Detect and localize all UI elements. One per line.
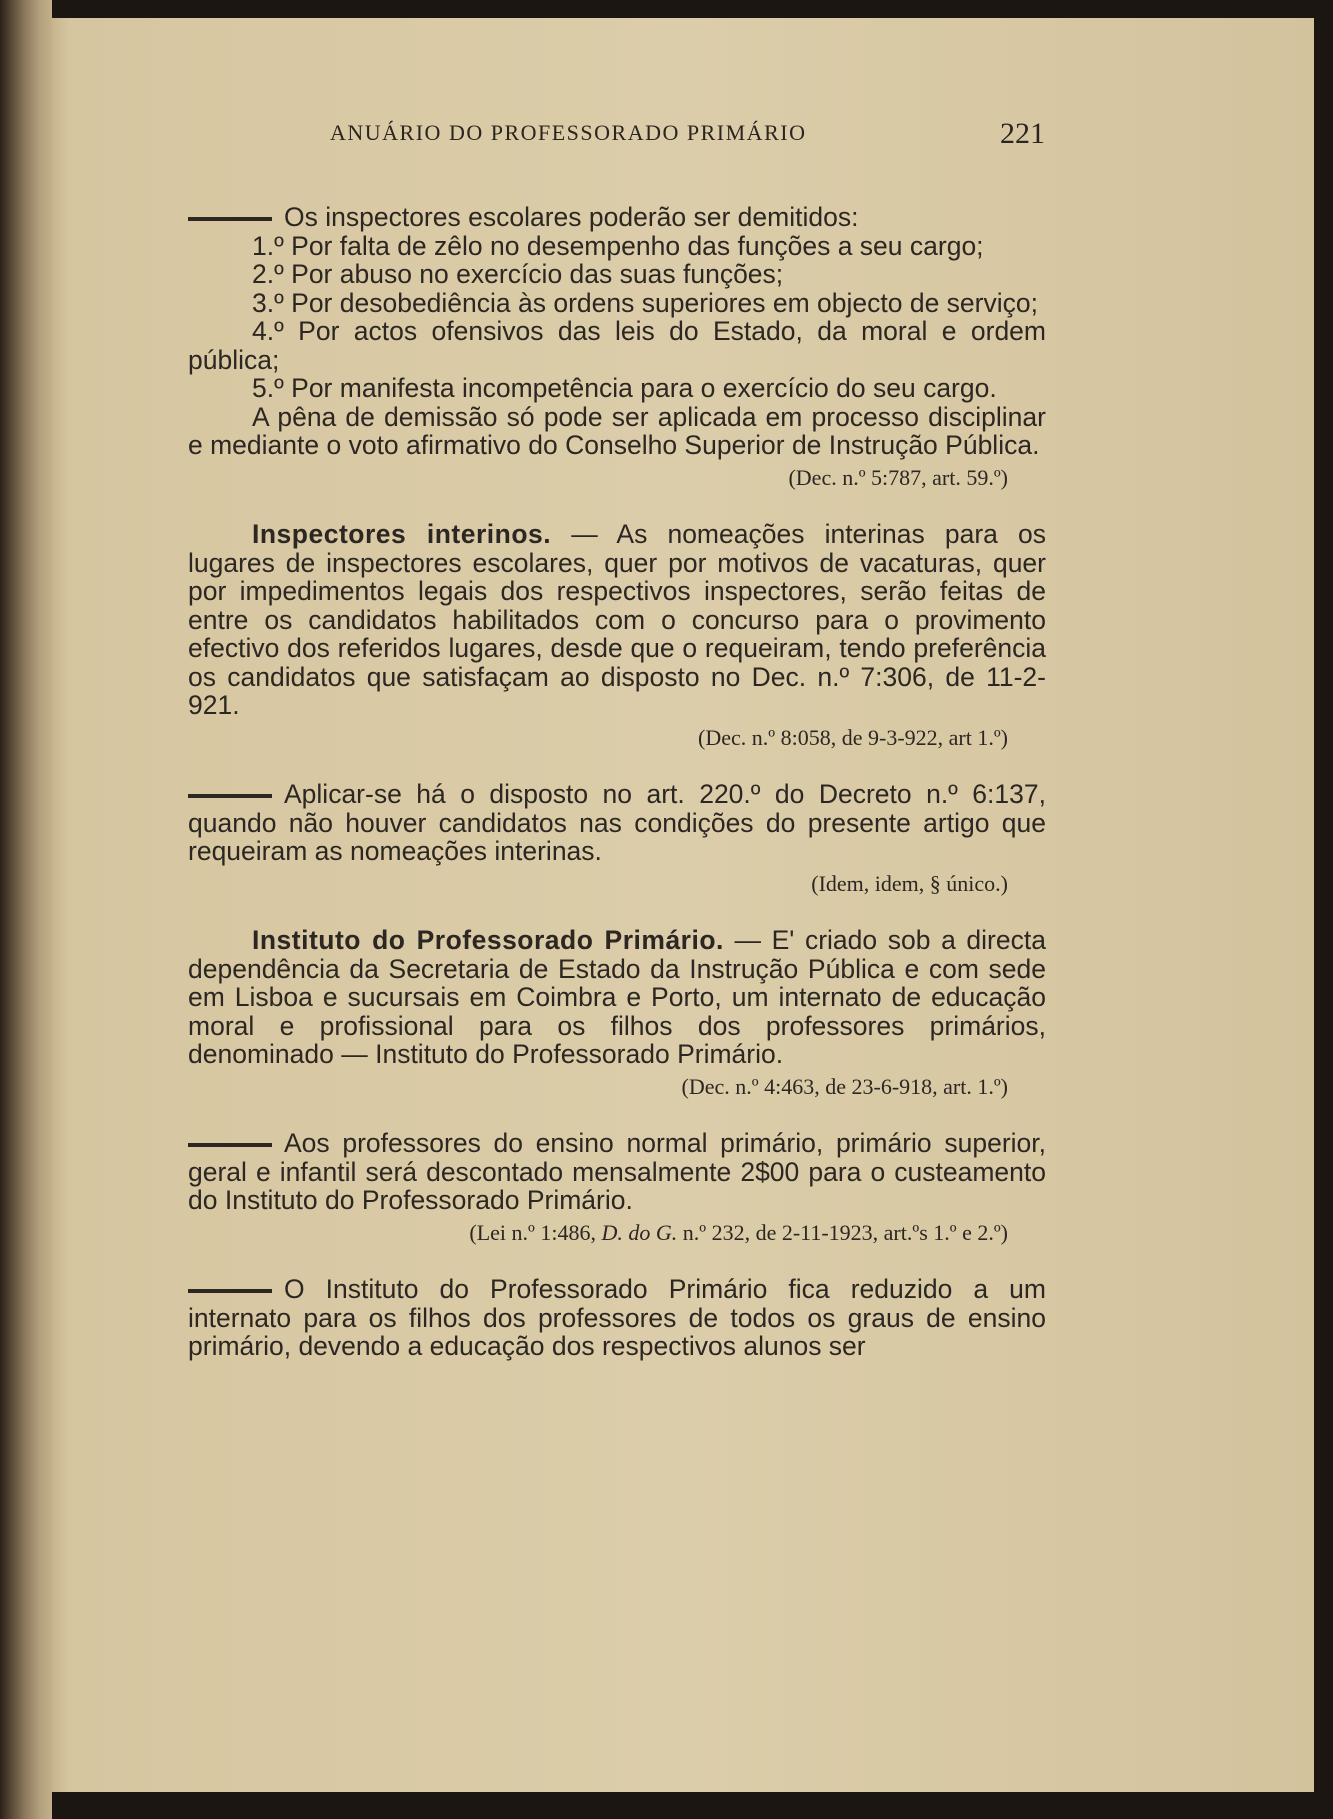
- citation-part: (Lei n.º 1:486,: [469, 1219, 602, 1245]
- page-number: 221: [1000, 117, 1045, 150]
- citation: (Idem, idem, § único.): [811, 870, 1008, 896]
- dash-rule: [188, 794, 272, 798]
- dash-rule: [188, 217, 272, 221]
- section-heading: Instituto do Professorado Primário.: [252, 925, 724, 955]
- list-item: 3.º Por desobediência às ordens superiores em objecto de serviço;: [252, 287, 1038, 318]
- discount-paragraph: [188, 1129, 1046, 1215]
- list-item: 5.º Por manifesta incompetência para o exercício do seu cargo.: [252, 373, 997, 403]
- citation: (Dec. n.º 5:787, art. 59.º): [788, 464, 1008, 490]
- demission-paragraph: A pêna de demissão só pode ser aplicada em processo disciplinar e mediante o voto afirmativo do Conselho Superior de Instrução Pública.: [188, 401, 1046, 460]
- reduction-paragraph: [188, 1275, 1046, 1361]
- paragraph-text: — As nomeações interinas para os lugares de inspectores escolares, quer por motivos de vacaturas, quer por impedimentos legais dos respectivos inspectores, serão feitas de entre os candidatos habilitados com o concurso para o provimento efectivo dos referidos lugares, desde que o requeiram, tendo preferência os candidatos que satisfaçam ao disposto no Dec. n.º 7:306, de 11-2-921.: [188, 519, 1046, 720]
- running-header: ANUÁRIO DO PROFESSORADO PRIMÁRIO: [330, 120, 807, 145]
- citation-part: n.º 232, de 2-11-1923, art.ºs 1.º e 2.º): [677, 1219, 1008, 1245]
- demission-intro: [188, 203, 1046, 232]
- citation-part: D. do G.: [601, 1219, 678, 1245]
- citation: (Dec. n.º 8:058, de 9-3-922, art 1.º): [698, 724, 1008, 750]
- paragraph-text: O Instituto do Professorado Primário fica reduzido a um internato para os filhos dos professores de todos os graus de ensino primário, devendo a educação dos respectivos alunos ser: [188, 1274, 1046, 1361]
- institute-paragraph: [188, 926, 1046, 1069]
- intro-text: Os inspectores escolares poderão ser demitidos:: [284, 202, 859, 232]
- list-item: 2.º Por abuso no exercício das suas funções;: [252, 259, 784, 289]
- list-item: 4.º Por actos ofensivos das leis do Estado, da moral e ordem pública;: [188, 316, 1046, 375]
- section-heading: Inspectores interinos.: [252, 519, 552, 549]
- dash-rule: [188, 1143, 272, 1147]
- paragraph-text: Aplicar-se há o disposto no art. 220.º do Decreto n.º 6:137, quando não houver candidatos nas condições do presente artigo que requeiram as nomeações interinas.: [188, 779, 1046, 866]
- list-item: 1.º Por falta de zêlo no desempenho das funções a seu cargo;: [252, 230, 984, 261]
- paragraph-text: — E' criado sob a directa dependência da Secretaria de Estado da Instrução Pública e com sede em Lisboa e sucursais em Coimbra e Porto, um internato de educação moral e profissional para os filhos dos professores primários, denominado — Instituto do Professorado Primário.: [188, 925, 1046, 1069]
- paragraph-text: Aos professores do ensino normal primário, primário superior, geral e infantil será descontado mensalmente 2$00 para o custeamento do Instituto do Professorado Primário.: [188, 1128, 1046, 1215]
- interim-inspectors-paragraph: [188, 520, 1046, 720]
- apply-paragraph: [188, 780, 1046, 866]
- citation: [188, 1219, 1008, 1248]
- citation: (Dec. n.º 4:463, de 23-6-918, art. 1.º): [681, 1073, 1008, 1099]
- dash-rule: [188, 1289, 272, 1293]
- book-spine: [0, 0, 52, 1819]
- page-body: [188, 203, 1046, 1361]
